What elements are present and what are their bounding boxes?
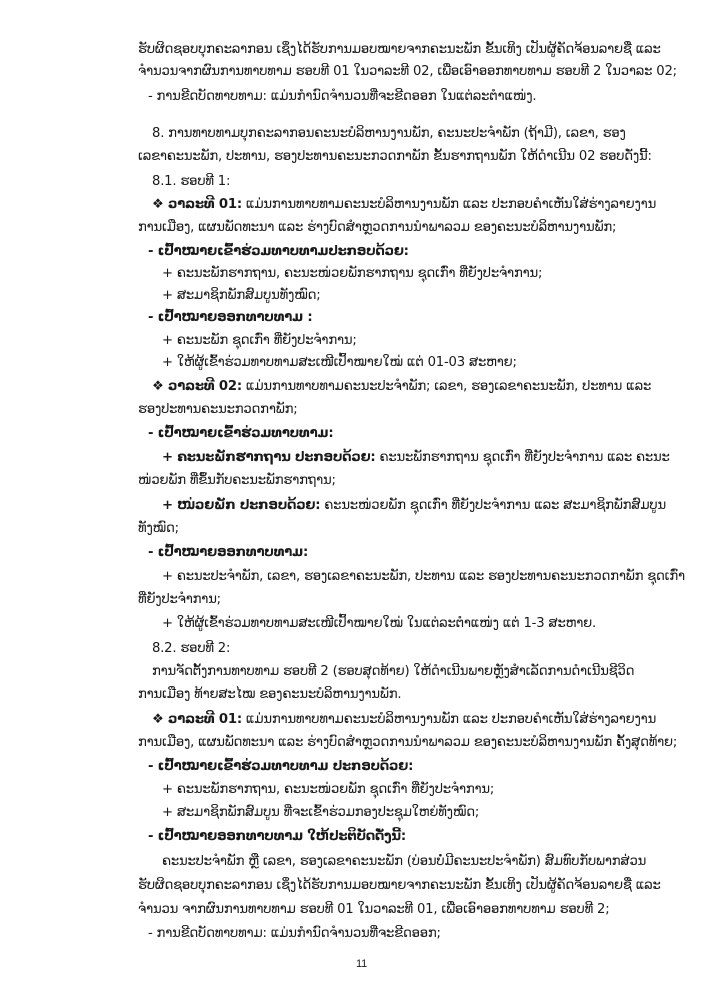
section-heading-8: 8. ການທາບທາມບຸກຄະລາກອນຄະນະບໍລິຫານງານພັກ, ຄະນະປະຈໍາພັກ (ຖ້າມີ), ເລຂາ, ຮອງ [152, 126, 626, 141]
list-item: + ຄະນະພັກ ຊຸດເກົ່າ ທີ່ຍັງປະຈໍາການ; [162, 333, 357, 348]
list-item: - ການຂີດບັດທາບທາມ: ແມ່ນກໍານົດຈໍານວນທີ່ຈະຂີດອອກ; [148, 926, 441, 941]
section-heading-8-cont: ເລຂາຄະນະພັກ, ປະທານ, ຮອງປະທານຄະນະກວດກາພັກ ຂັ້ນຮາກຖານພັກ ໃຫ້ດໍາເນີນ 02 ຮອບດັ່ງນີ້: [138, 149, 652, 164]
paragraph-line: ຮັບຜິດຊອບບຸກຄະລາກອນ ເຊິ່ງໄດ້ຮັບການມອບໝາຍຈາກຄະນະພັກ ຂັ້ນເທິງ ເປັນຜູ້ຄັດຈ້ອນລາຍຊື່ ແລະ [138, 878, 661, 893]
paragraph-line: ໜ່ວຍພັກ ທີ່ຂຶ້ນກັບຄະນະພັກຮາກຖານ; [138, 473, 336, 488]
paragraph-line: ຈໍານວນ ຈາກຜົນການທາບທາມ ຮອບທີ 01 ໃນວາລະທີ 01, ເພື່ອເອົາອອກທາບທາມ ຮອບທີ 2; [138, 902, 610, 917]
paragraph-line: ຮັບຜິດຊອບບຸກຄະລາກອນ ເຊິ່ງໄດ້ຮັບການມອບໝາຍຈາກຄະນະພັກ ຂັ້ນເທິງ ເປັນຜູ້ຄັດຈ້ອນລາຍຊື່ ແລະ [138, 42, 661, 57]
list-item: + ຄະນະພັກຮາກຖານ, ຄະນະໜ່ວຍພັກ ຊຸດເກົ່າ ທີ່ຍັງປະຈໍາການ; [162, 782, 495, 797]
subsection-heading-8-2: 8.2. ຮອບທີ 2: [152, 641, 231, 656]
paragraph-line: ຄະນະປະຈໍາພັກ ຫຼື ເລຂາ, ຮອງເລຂາຄະນະພັກ (ບ່ອນບໍ່ມີຄະນະປະຈໍາພັກ) ສົມທົບກັບພາກສ່ວນ [162, 854, 647, 869]
list-heading: - ເປົ້າໝາຍເຂົ້າຮ່ວມທາບທາມ: [148, 426, 334, 441]
list-item [162, 496, 666, 516]
list-heading: - ເປົ້າໝາຍເຂົ້າຮ່ວມທາບທາມ ປະກອບດ້ວຍ: [148, 759, 414, 774]
list-heading: - ເປົ້າໝາຍອອກທາບທາມ: [148, 545, 309, 560]
list-item-text: ຄະນະພັກຮາກຖານ ຊຸດເກົ່າ ທີ່ຍັງປະຈໍາການ ແລະ ຄະນະ [375, 450, 670, 465]
list-item: + ສະມາຊິກພັກສົມບູນ ທີ່ຈະເຂົ້າຮ່ວມກອງປະຊຸມໃຫຍ່ທັງໝົດ; [162, 805, 480, 820]
agenda-text: ແມ່ນການທາບທາມຄະນະປະຈໍາພັກ; ເລຂາ, ຮອງເລຂາຄະນະພັກ, ປະທານ ແລະ [241, 379, 652, 394]
list-item: + ຄະນະປະຈໍາພັກ, ເລຂາ, ຮອງເລຂາຄະນະພັກ, ປະທານ ແລະ ຮອງປະທານຄະນະກວດກາພັກ ຊຸດເກົ່າ [162, 569, 685, 584]
list-item: + ຄະນະພັກຮາກຖານ, ຄະນະໜ່ວຍພັກຮາກຖານ ຊຸດເກົ່າ ທີ່ຍັງປະຈໍາການ; [162, 266, 543, 281]
list-item-label: + ຄະນະພັກຮາກຖານ ປະກອບດ້ວຍ: [162, 450, 376, 465]
paragraph-line: ການເມືອງ, ແຜນພັດທະນາ ແລະ ຮ່າງບົດສໍາຫຼວດການນໍາພາລວມ ຂອງຄະນະບໍລິຫານງານພັກ ຄັ້ງສຸດທ້າຍ; [138, 735, 678, 750]
list-item: + ສະມາຊິກພັກສົມບູນທັງໝົດ; [162, 288, 321, 303]
list-item: - ການຂີດບັດທາບທາມ: ແມ່ນກໍານົດຈໍານວນທີ່ຈະຂີດອອກ ໃນແຕ່ລະຕໍາແໜ່ງ. [148, 89, 537, 104]
paragraph-line: ທັງໝົດ; [138, 521, 179, 536]
agenda-item-01 [152, 195, 656, 215]
list-heading: - ເປົ້າໝາຍອອກທາບທາມ : [148, 310, 313, 325]
list-item-text: ຄະນະໜ່ວຍພັກ ຊຸດເກົ່າ ທີ່ຍັງປະຈໍາການ ແລະ ສະມາຊິກພັກສົມບູນ [320, 498, 666, 513]
list-heading: - ເປົ້າໝາຍອອກທາບທາມ ໃຫ້ປະຕິບັດດັ່ງນີ້: [148, 829, 406, 844]
paragraph-line: ການຈັດຕັ້ງການທາບທາມ ຮອບທີ 2 (ຮອບສຸດທ້າຍ) ໃຫ້ດໍາເນີນພາຍຫຼັງສໍາເລັດການດໍາເນີນຊີວິດ [152, 664, 635, 679]
agenda-text: ແມ່ນການທາບທາມຄະນະບໍລິຫານງານພັກ ແລະ ປະກອບຄໍາເຫັນໃສ່ຮ່າງລາຍງານ [241, 712, 657, 727]
agenda-text: ແມ່ນການທາບທາມຄະນະບໍລິຫານງານພັກ ແລະ ປະກອບຄໍາເຫັນໃສ່ຮ່າງລາຍງານ [241, 197, 657, 212]
paragraph-line: ການເມືອງ ທ້າຍສະໄໝ ຂອງຄະນະບໍລິຫານງານພັກ. [138, 687, 402, 702]
paragraph-line: ຈໍານວນຈາກຜົນການທາບທາມ ຮອບທີ 01 ໃນວາລະທີ 02, ເພື່ອເອົາອອກທາບທາມ ຮອບທີ 2 ໃນວາລະ 02; [138, 64, 677, 79]
list-item: + ໃຫ້ຜູ້ເຂົ້າຮ່ວມທາບທາມສະເໜີເປົ້າໝາຍໃໝ່ ແຕ່ 01-03 ສະຫາຍ; [162, 355, 517, 370]
agenda-item-01-round-2 [152, 710, 656, 730]
agenda-label: ❖ ວາລະທີ 01: [152, 712, 242, 727]
agenda-label: ❖ ວາລະທີ 02: [152, 379, 242, 394]
page-number: 11 [356, 958, 368, 970]
list-item [162, 448, 670, 468]
subsection-heading-8-1: 8.1. ຮອບທີ 1: [152, 174, 231, 189]
list-item-label: + ໜ່ວຍພັກ ປະກອບດ້ວຍ: [162, 498, 321, 513]
list-item: + ໃຫ້ຜູ້ເຂົ້າຮ່ວມທາບທາມສະເໜີເປົ້າໝາຍໃໝ່ ໃນແຕ່ລະຕໍາແໜ່ງ ແຕ່ 1-3 ສະຫາຍ. [162, 616, 596, 631]
agenda-item-02 [152, 377, 651, 397]
list-heading: - ເປົ້າໝາຍເຂົ້າຮ່ວມທາບທາມປະກອບດ້ວຍ: [148, 244, 409, 259]
agenda-label: ❖ ວາລະທີ 01: [152, 197, 242, 212]
paragraph-line: ການເມືອງ, ແຜນພັດທະນາ ແລະ ຮ່າງບົດສໍາຫຼວດການນໍາພາລວມ ຂອງຄະນະບໍລິຫານງານພັກ; [138, 220, 617, 235]
paragraph-line: ທີ່ຍັງປະຈໍາການ; [138, 592, 221, 607]
paragraph-line: ຮອງປະທານຄະນະກວດກາພັກ; [138, 402, 298, 417]
